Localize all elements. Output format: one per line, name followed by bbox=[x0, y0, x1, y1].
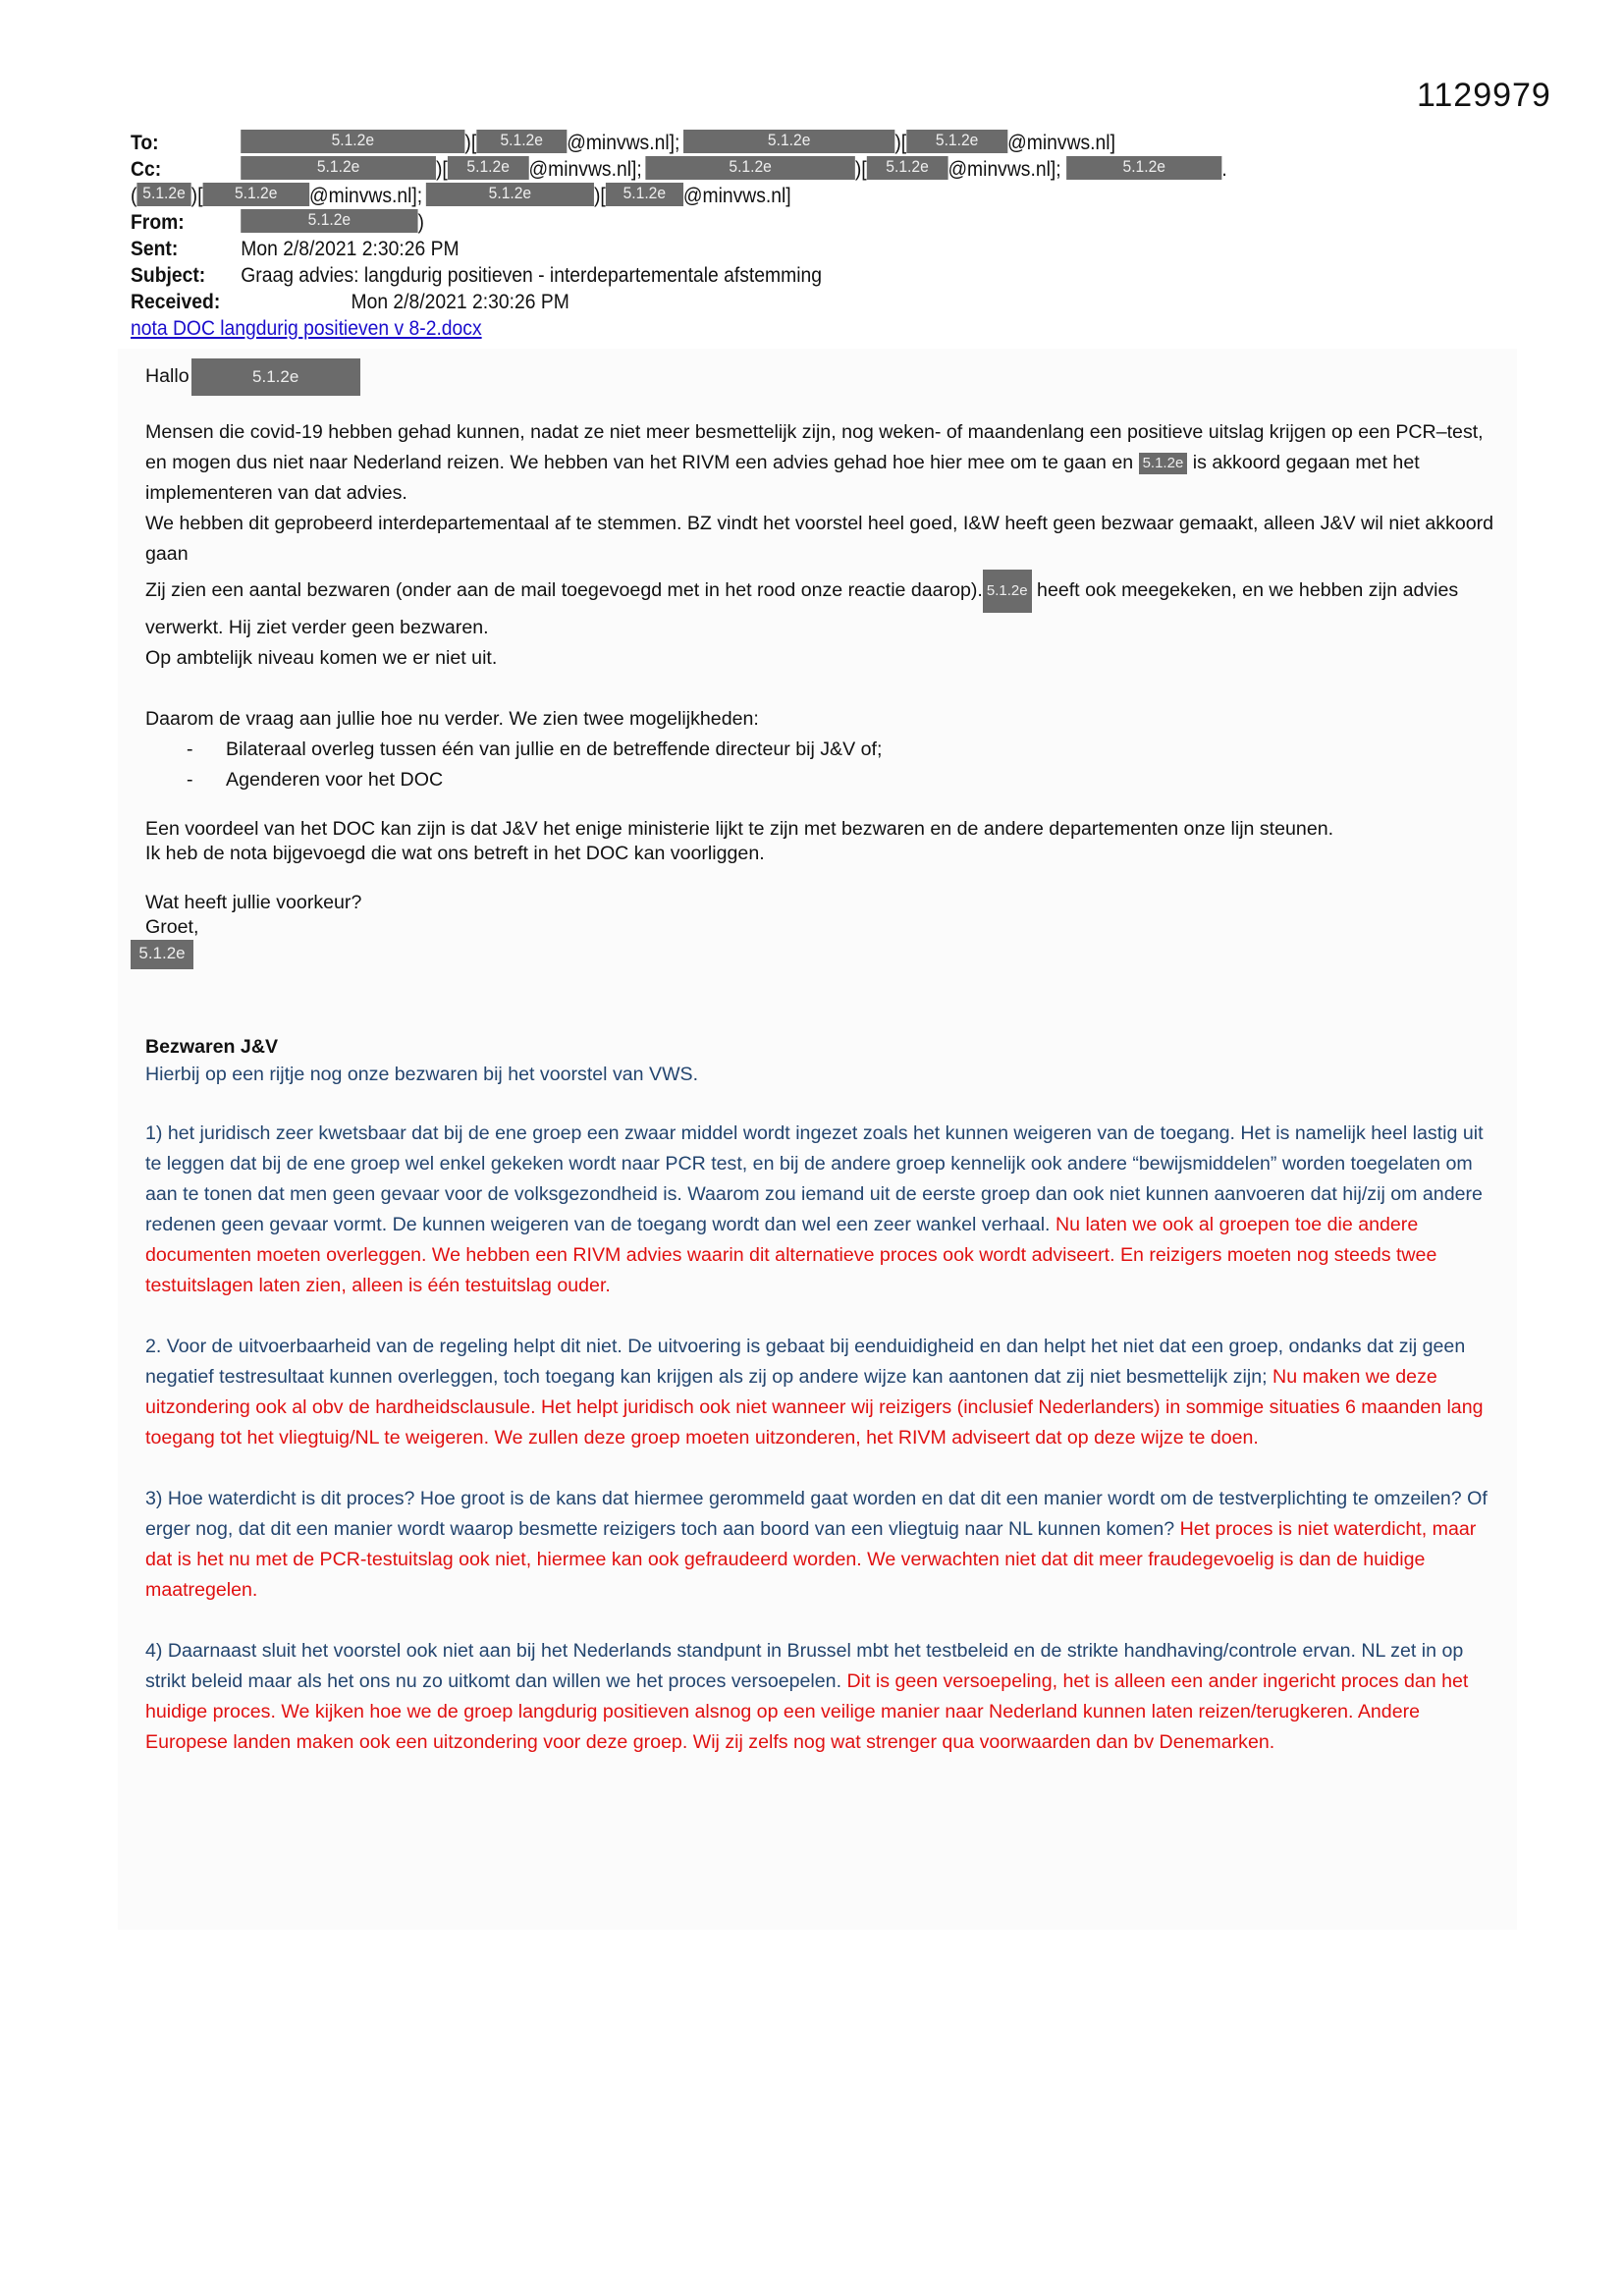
paragraph-text: Mensen die covid-19 hebben gehad kunnen, nadat ze niet meer besmettelijk zijn, nog weken- of maandenlang een positieve uitslag krijgen op een PCR–test, en mogen dus niet naar Nederland reizen. We hebben van het RIVM een advies gehad hoe hier mee om te gaan en bbox=[145, 421, 1484, 473]
greeting-text: Hallo bbox=[145, 365, 189, 388]
from-label: From: bbox=[131, 211, 185, 234]
cc-row bbox=[131, 156, 1486, 183]
cc-row-continued bbox=[131, 183, 1486, 209]
objections-title: Bezwaren J&V bbox=[145, 1036, 279, 1058]
objection-item bbox=[145, 1119, 1500, 1301]
objection-response: Dit is geen versoepeling, het is alleen een ander ingericht proces dan het huidige proces. We kijken hoe we de groep langdurig positieven alsnog op een veilige manier naar Nederland kunnen laten reizen/terugkeren. Andere Europese landen maken ook een uitzondering voor deze groep. Wij zij zelfs nog wat strenger qua voorwaarden dan bv Denemarken. bbox=[145, 1670, 1469, 1753]
email-domain: @minvws.nl]; bbox=[947, 158, 1061, 181]
bullet-item: - Agenderen voor het DOC bbox=[145, 765, 1500, 795]
paragraph bbox=[145, 570, 1500, 643]
attachment-row bbox=[131, 315, 1486, 342]
redaction: 5.1.2e bbox=[1066, 156, 1221, 180]
paragraph: Wat heeft jullie voorkeur? bbox=[145, 892, 362, 913]
redaction: 5.1.2e bbox=[867, 156, 948, 180]
redaction: 5.1.2e bbox=[906, 130, 1007, 153]
received-value: Mon 2/8/2021 2:30:26 PM bbox=[351, 291, 569, 313]
separator: )[ bbox=[464, 132, 477, 154]
redaction: 5.1.2e bbox=[241, 156, 436, 180]
separator: )[ bbox=[894, 132, 907, 154]
separator: ) bbox=[417, 211, 424, 234]
objection-item bbox=[145, 1332, 1500, 1453]
email-domain: @minvws.nl] bbox=[1007, 132, 1115, 154]
redaction: 5.1.2e bbox=[476, 130, 567, 153]
redaction: 5.1.2e bbox=[131, 940, 193, 969]
received-label: Received: bbox=[131, 291, 221, 313]
received-row bbox=[131, 289, 1486, 315]
sent-row bbox=[131, 236, 1486, 262]
subject-value: Graag advies: langdurig positieven - interdepartementale afstemming bbox=[241, 264, 822, 287]
objection-item bbox=[145, 1636, 1500, 1758]
objection-text: 2. Voor de uitvoerbaarheid van de regeling helpt dit niet. De uitvoering is gebaat bij eenduidigheid en dan helpt het niet dat een groep, ondanks dat zij geen negatief testresultaat kunnen overleggen, toch toegang kan krijgen als zij op andere wijze kan aantonen dat zij niet besmettelijk zijn; bbox=[145, 1336, 1466, 1388]
to-label: To: bbox=[131, 132, 159, 154]
separator: . bbox=[1221, 158, 1227, 181]
redaction: 5.1.2e bbox=[448, 156, 529, 180]
redaction: 5.1.2e bbox=[983, 570, 1032, 613]
paragraph bbox=[145, 417, 1500, 509]
closing: Groet, bbox=[145, 916, 199, 938]
objection-text: 4) Daarnaast sluit het voorstel ook niet aan bij het Nederlands standpunt in Brussel mbt het testbeleid en de strikte handhaving/controle ervan. NL zet in op strikt beleid maar als het ons nu zo uitkomt dan willen we het proces versoepelen. bbox=[145, 1640, 1464, 1692]
paragraph: We hebben dit geprobeerd interdepartementaal af te stemmen. BZ vindt het voorstel heel goed, I&W heeft geen bezwaar gemaakt, alleen J&V wil niet akkoord gaan bbox=[145, 513, 1494, 565]
redaction: 5.1.2e bbox=[645, 156, 854, 180]
separator: )[ bbox=[854, 158, 867, 181]
objection-response: Nu laten we ook al groepen toe die andere documenten moeten overleggen. We hebben een RIVM advies waarin dit alternatieve proces ook wordt adviseert. En reizigers moeten nog steeds twee testuitslagen laten zien, alleen is één testuitslag ouder. bbox=[145, 1214, 1437, 1296]
redaction: 5.1.2e bbox=[241, 209, 417, 233]
objection-item bbox=[145, 1484, 1500, 1606]
document-number: 1129979 bbox=[1417, 77, 1551, 114]
subject-row bbox=[131, 262, 1486, 289]
separator: )[ bbox=[593, 185, 606, 207]
redaction: 5.1.2e bbox=[191, 358, 360, 396]
paragraph: Daarom de vraag aan jullie hoe nu verder. We zien twee mogelijkheden: bbox=[145, 708, 759, 730]
paragraph: Op ambtelijk niveau komen we er niet uit. bbox=[145, 647, 498, 669]
paragraph-text: Zij zien een aantal bezwaren (onder aan de mail toegevoegd met in het rood onze reactie daarop). bbox=[145, 579, 983, 602]
paragraph: Ik heb de nota bijgevoegd die wat ons betreft in het DOC kan voorliggen. bbox=[145, 843, 765, 864]
sent-label: Sent: bbox=[131, 238, 179, 260]
redaction: 5.1.2e bbox=[136, 183, 190, 206]
redaction: 5.1.2e bbox=[606, 183, 683, 206]
separator: )[ bbox=[190, 185, 203, 207]
paragraph: Een voordeel van het DOC kan zijn is dat J&V het enige ministerie lijkt te zijn met bezwaren en de andere departementen onze lijn steunen. bbox=[145, 818, 1334, 840]
objection-response: Het proces is niet waterdicht, maar dat is het nu met de PCR-testuitslag ook niet, hiermee kan ook gefraudeerd worden. We verwachten niet dat dit meer fraudegevoelig is dan de huidige maatregelen. bbox=[145, 1518, 1477, 1601]
message-body bbox=[138, 358, 1500, 1758]
redaction: 5.1.2e bbox=[241, 130, 464, 153]
paragraph-text: is akkoord gegaan met het implementeren van dat advies. bbox=[145, 452, 1420, 504]
attachment-link[interactable]: nota DOC langdurig positieven v 8-2.docx bbox=[131, 317, 482, 340]
from-row bbox=[131, 209, 1486, 236]
sent-value: Mon 2/8/2021 2:30:26 PM bbox=[241, 238, 460, 260]
redaction: 5.1.2e bbox=[683, 130, 894, 153]
objections-intro: Hierbij op een rijtje nog onze bezwaren bij het voorstel van VWS. bbox=[145, 1064, 699, 1085]
objection-text: 3) Hoe waterdicht is dit proces? Hoe groot is de kans dat hiermee gerommeld gaat worden en dat dit een manier wordt om de testverplichting te omzeilen? Of erger nog, dat dit een manier wordt waarop besmette reizigers toch aan boord van een vliegtuig naar NL kunnen komen? bbox=[145, 1488, 1488, 1540]
to-row bbox=[131, 130, 1486, 156]
objection-text: 1) het juridisch zeer kwetsbaar dat bij de ene groep een zwaar middel wordt ingezet zoals het kunnen weigeren van de toegang. Het is namelijk heel lastig uit te leggen dat bij de ene groep wel enkel gekeken wordt naar PCR test, en bij de andere groep kennelijk ook andere “bewijsmiddelen” worden toegelaten om aan te tonen dat men geen gevaar voor de volksgezondheid is. Waarom zou iemand uit de eerste groep dan ook niet kunnen aanvoeren dat hij/zij om andere redenen geen gevaar vormt. De kunnen weigeren van de toegang wordt dan wel een zeer wankel verhaal. bbox=[145, 1122, 1484, 1235]
cc-label: Cc: bbox=[131, 158, 162, 181]
redaction: 5.1.2e bbox=[426, 183, 594, 206]
greeting bbox=[145, 358, 1500, 396]
email-header bbox=[131, 130, 1486, 342]
objection-response: Nu maken we deze uitzondering ook al obv de hardheidsclausule. Het helpt juridisch ook niet wanneer wij reizigers (inclusief Nederlanders) in sommige situaties 6 maanden lang toegang tot het vliegtuig/NL te weigeren. We zullen deze groep moeten uitzonderen, het RIVM adviseert dat op deze wijze te doen. bbox=[145, 1366, 1484, 1449]
subject-label: Subject: bbox=[131, 264, 206, 287]
email-domain: @minvws.nl]; bbox=[567, 132, 680, 154]
separator: )[ bbox=[435, 158, 448, 181]
separator: ( bbox=[131, 185, 137, 207]
email-domain: @minvws.nl]; bbox=[528, 158, 642, 181]
signature bbox=[131, 940, 1500, 970]
paragraph-text: heeft ook meegekeken, en we hebben zijn advies verwerkt. Hij ziet verder geen bezwaren. bbox=[145, 579, 1459, 638]
bullet-item: - Bilateraal overleg tussen één van jullie en de betreffende directeur bij J&V of; bbox=[145, 735, 1500, 765]
email-domain: @minvws.nl] bbox=[682, 185, 791, 207]
email-domain: @minvws.nl]; bbox=[309, 185, 423, 207]
redaction: 5.1.2e bbox=[202, 183, 309, 206]
redaction: 5.1.2e bbox=[1139, 453, 1188, 474]
